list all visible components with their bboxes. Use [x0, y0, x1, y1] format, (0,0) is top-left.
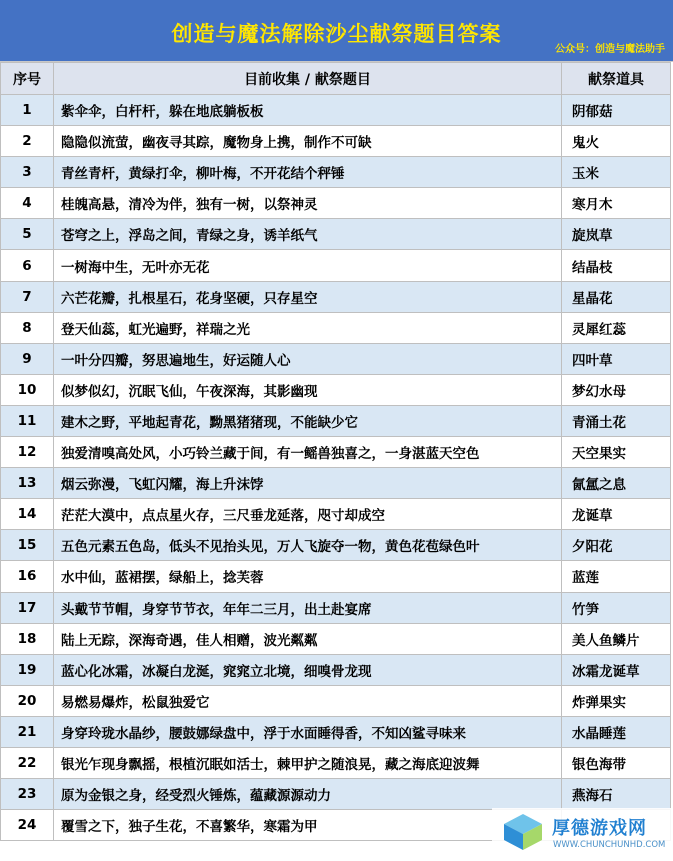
cube-logo-icon: [500, 812, 546, 852]
row-number: 23: [1, 779, 54, 810]
table-row: [1, 592, 671, 623]
row-number: 6: [1, 250, 54, 281]
row-item: 星晶花: [562, 281, 671, 312]
row-question: 六芒花瓣，扎根星石，花身坚硬，只存星空: [54, 281, 562, 312]
row-number: 8: [1, 312, 54, 343]
row-item: 水晶睡莲: [562, 716, 671, 747]
row-question: 苍穹之上，浮岛之间，青绿之身，诱羊纸气: [54, 219, 562, 250]
table-row: [1, 561, 671, 592]
page-title: 创造与魔法解除沙尘献祭题目答案: [171, 22, 502, 46]
row-item: 结晶枝: [562, 250, 671, 281]
row-number: 9: [1, 343, 54, 374]
row-item: 夕阳花: [562, 530, 671, 561]
row-question: 头戴节节帽，身穿节节衣，年年二三月，出土赴宴席: [54, 592, 562, 623]
row-item: 氤氲之息: [562, 468, 671, 499]
row-number: 24: [1, 810, 54, 841]
row-number: 3: [1, 157, 54, 188]
row-item: 灵犀红蕊: [562, 312, 671, 343]
table-row: [1, 499, 671, 530]
row-question: 身穿玲珑水晶纱，腰鼓娜绿盘中，浮于水面睡得香，不知凶鲨寻味来: [54, 716, 562, 747]
table-row: [1, 623, 671, 654]
row-question: 烟云弥漫，飞虹闪耀，海上升沫饽: [54, 468, 562, 499]
row-question: 陆上无踪，深海奇遇，佳人相赠，波光粼粼: [54, 623, 562, 654]
row-item: 玉米: [562, 157, 671, 188]
row-item: 旋岚草: [562, 219, 671, 250]
row-number: 1: [1, 95, 54, 126]
table-row: [1, 281, 671, 312]
row-item: 阴郁菇: [562, 95, 671, 126]
row-item: 青涌土花: [562, 405, 671, 436]
table-row: [1, 654, 671, 685]
column-header-item: 献祭道具: [562, 63, 671, 95]
row-question: 青丝青杆，黄绿打伞，柳叶梅，不开花结个秤锤: [54, 157, 562, 188]
table-row: [1, 312, 671, 343]
row-item: 银色海带: [562, 747, 671, 778]
table-row: [1, 95, 671, 126]
row-number: 20: [1, 685, 54, 716]
watermark-name: 厚德游戏网: [552, 818, 647, 839]
row-item: 四叶草: [562, 343, 671, 374]
banner-subtitle: 公众号：创造与魔法助手: [555, 44, 665, 55]
row-question: 一叶分四瓣，努思遍地生，好运随人心: [54, 343, 562, 374]
row-item: 天空果实: [562, 437, 671, 468]
row-number: 2: [1, 126, 54, 157]
row-item: 寒月木: [562, 188, 671, 219]
row-item: 蓝莲: [562, 561, 671, 592]
watermark-url: WWW.CHUNCHUNHD.COM: [553, 840, 666, 850]
row-number: 12: [1, 437, 54, 468]
table-row: [1, 405, 671, 436]
row-item: 燕海石: [562, 779, 671, 810]
row-question: 一树海中生，无叶亦无花: [54, 250, 562, 281]
table-row: [1, 219, 671, 250]
row-question: 茫茫大漠中，点点星火存，三尺垂龙延落，咫寸却成空: [54, 499, 562, 530]
table-row: [1, 188, 671, 219]
table-row: [1, 126, 671, 157]
table-row: [1, 468, 671, 499]
row-item: 龙诞草: [562, 499, 671, 530]
table-row: [1, 343, 671, 374]
table-row: [1, 716, 671, 747]
row-question: 隐隐似流萤，幽夜寻其踪，魔物身上携，制作不可缺: [54, 126, 562, 157]
row-item: 冰霜龙诞草: [562, 654, 671, 685]
table-row: [1, 437, 671, 468]
row-question: 独爱清嗅高处风，小巧铃兰藏于间，有一鳐兽独喜之，一身湛蓝天空色: [54, 437, 562, 468]
column-header-question: 目前收集 / 献祭题目: [54, 63, 562, 95]
row-item: 竹笋: [562, 592, 671, 623]
row-item: 炸弹果实: [562, 685, 671, 716]
row-question: 紫伞伞，白杆杆，躲在地底躺板板: [54, 95, 562, 126]
row-question: 易燃易爆炸，松鼠独爱它: [54, 685, 562, 716]
row-number: 15: [1, 530, 54, 561]
table-row: [1, 747, 671, 778]
row-question: 桂魄高悬，清冷为伴，独有一树，以祭神灵: [54, 188, 562, 219]
row-question: 登天仙蕊，虹光遍野，祥瑞之光: [54, 312, 562, 343]
row-item: 美人鱼鳞片: [562, 623, 671, 654]
answer-table: [0, 62, 671, 841]
row-number: 18: [1, 623, 54, 654]
table-row: [1, 374, 671, 405]
row-question: 五色元素五色岛，低头不见抬头见，万人飞旋夺一物，黄色花苞绿色叶: [54, 530, 562, 561]
table-row: [1, 779, 671, 810]
row-question: 银光乍现身飘摇，根植沉眠如活士，棘甲护之随浪晃，藏之海底迎波舞: [54, 747, 562, 778]
row-number: 21: [1, 716, 54, 747]
table-row: [1, 685, 671, 716]
row-number: 13: [1, 468, 54, 499]
row-number: 5: [1, 219, 54, 250]
header-row: [1, 63, 671, 95]
row-question: 水中仙，蓝裙摆，绿船上，捻芙蓉: [54, 561, 562, 592]
row-number: 10: [1, 374, 54, 405]
row-question: 似梦似幻，沉眠飞仙，午夜深海，其影幽现: [54, 374, 562, 405]
row-number: 11: [1, 405, 54, 436]
row-number: 4: [1, 188, 54, 219]
row-question: 覆雪之下，独子生花，不喜繁华，寒霜为甲: [54, 810, 562, 841]
row-item: 梦幻水母: [562, 374, 671, 405]
row-item: 鬼火: [562, 126, 671, 157]
row-number: 19: [1, 654, 54, 685]
table-row: [1, 250, 671, 281]
title-banner: [0, 0, 673, 62]
row-number: 7: [1, 281, 54, 312]
row-number: 14: [1, 499, 54, 530]
row-question: 蓝心化冰霜，冰凝白龙涎，窕窕立北境，细嗅骨龙现: [54, 654, 562, 685]
row-question: 原为金银之身，经受烈火锤炼，蕴藏源源动力: [54, 779, 562, 810]
column-header-number: 序号: [1, 63, 54, 95]
row-number: 16: [1, 561, 54, 592]
table-row: [1, 530, 671, 561]
row-question: 建木之野，平地起青花，黝黑猪猪现，不能缺少它: [54, 405, 562, 436]
row-number: 22: [1, 747, 54, 778]
row-number: 17: [1, 592, 54, 623]
table-row: [1, 157, 671, 188]
